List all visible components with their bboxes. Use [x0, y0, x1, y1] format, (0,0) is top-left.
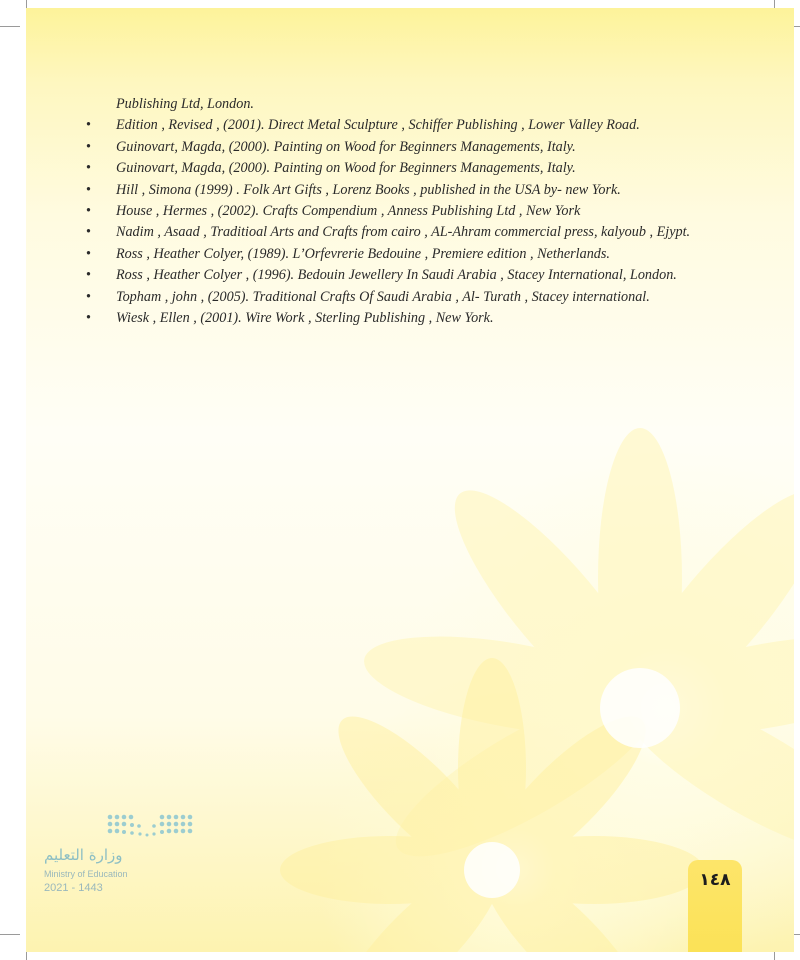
- ministry-logo-dots: [44, 811, 204, 843]
- book-page: [26, 8, 794, 952]
- reference-item: • Ross , Heather Colyer , (1996). Bedouin Jewellery In Saudi Arabia , Stacey International, London.: [80, 265, 720, 286]
- reference-item: • Guinovart, Magda, (2000). Painting on Wood for Beginners Managements, Italy.: [80, 137, 720, 158]
- reference-item: • Hill , Simona (1999) . Folk Art Gifts , Lorenz Books , published in the USA by- new York.: [80, 180, 720, 201]
- page-number-tab: [688, 860, 742, 952]
- reference-item: • Nadim , Asaad , Traditioal Arts and Crafts from cairo , AL-Ahram commercial press, kalyoub , Ejypt.: [80, 222, 720, 243]
- reference-item: • Edition , Revised , (2001). Direct Metal Sculpture , Schiffer Publishing , Lower Valley Road.: [80, 115, 720, 136]
- reference-list: [80, 94, 720, 329]
- reference-item: Publishing Ltd, London.: [116, 96, 254, 112]
- reference-item: • Ross , Heather Colyer, (1989). L’Orfevrerie Bedouine , Premiere edition , Netherlands.: [80, 244, 720, 265]
- crop-mark: [0, 26, 20, 27]
- reference-item: • Wiesk , Ellen , (2001). Wire Work , Sterling Publishing , New York.: [80, 308, 720, 329]
- reference-item: • Topham , john , (2005). Traditional Crafts Of Saudi Arabia , Al- Turath , Stacey international.: [80, 287, 720, 308]
- ministry-arabic-name: وزارة التعليم: [44, 846, 123, 864]
- edition-year: 2021 - 1443: [44, 882, 103, 894]
- reference-item: • House , Hermes , (2002). Crafts Compendium , Anness Publishing Ltd , New York: [80, 201, 720, 222]
- ministry-english-name: Ministry of Education: [44, 869, 128, 879]
- page-number: ١٤٨: [699, 870, 731, 890]
- crop-mark: [0, 934, 20, 935]
- reference-item: • Guinovart, Magda, (2000). Painting on Wood for Beginners Managements, Italy.: [80, 158, 720, 179]
